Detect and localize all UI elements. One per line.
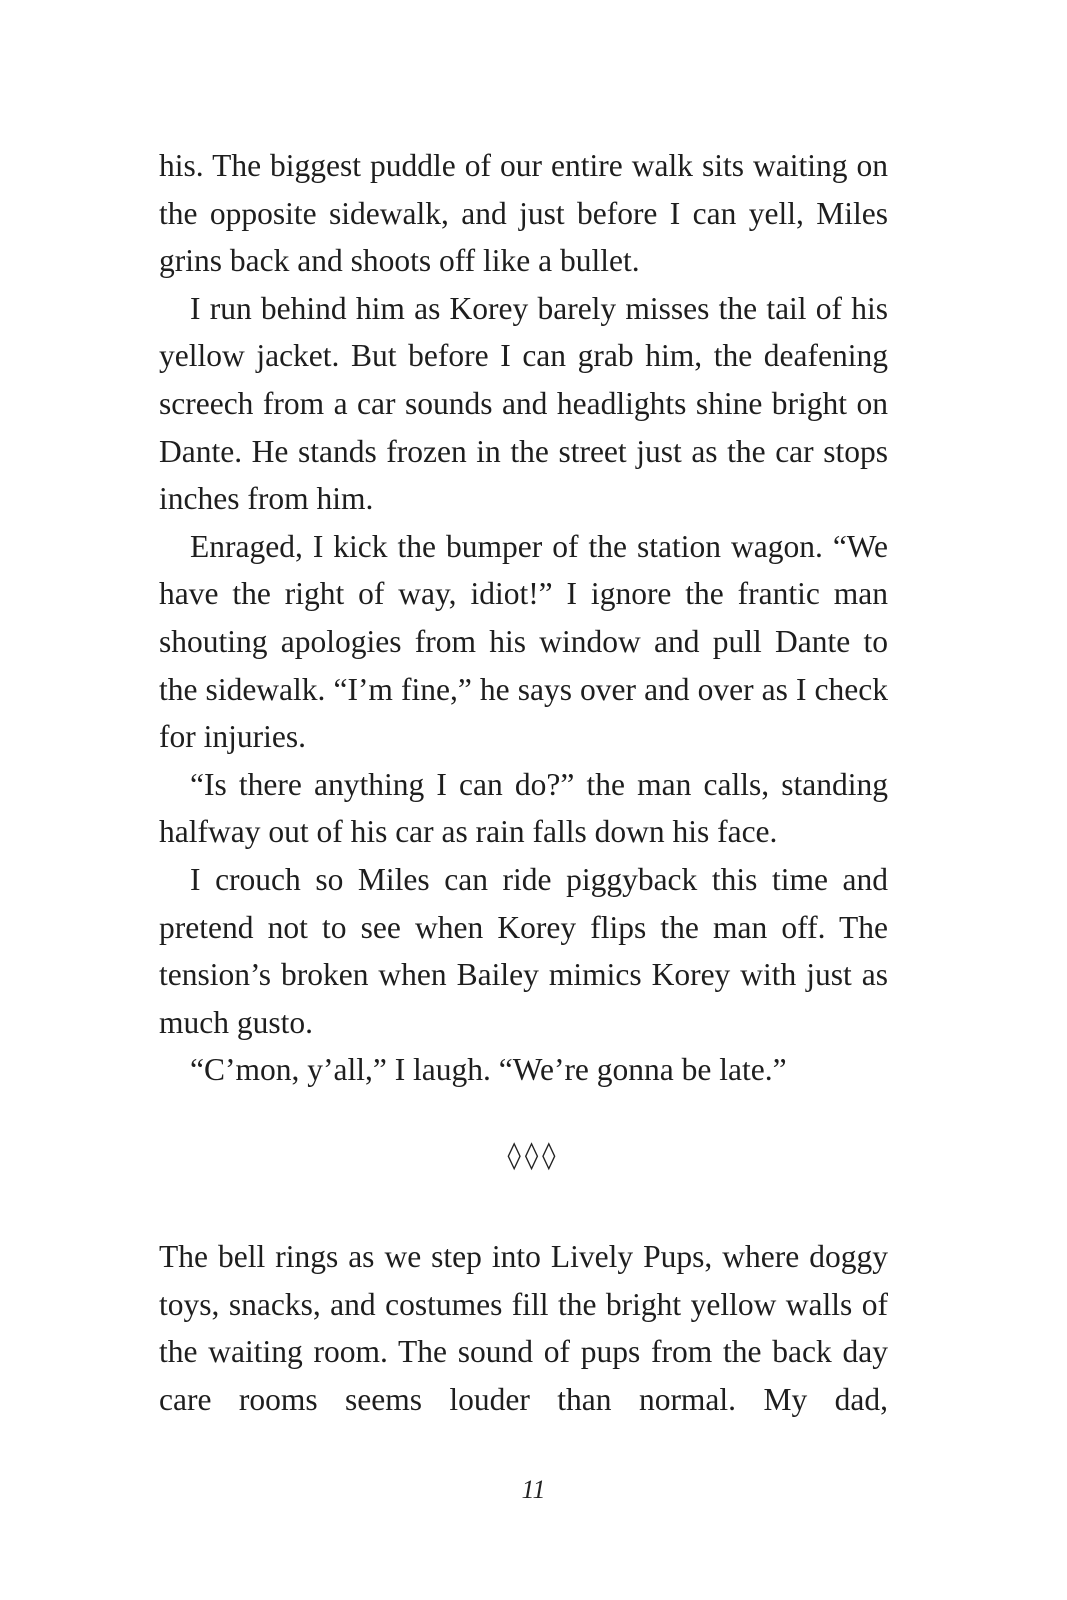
text-section-bottom [159, 1233, 888, 1423]
paragraph-3: Enraged, I kick the bumper of the station wagon. “We have the right of way, idiot!” I ignore the frantic man shouting apologies from his window and pull Dante to the sidewalk. “I’m fine,” he says over and over as I check for injuries. [159, 528, 888, 755]
paragraph-1: his. The biggest puddle of our entire walk sits waiting on the opposite sidewalk, and just before I can yell, Miles grins back and shoots off like a bullet. [159, 148, 888, 279]
paragraph-2: I run behind him as Korey barely misses the tail of his yellow jacket. But before I can grab him, the deafening screech from a car sounds and headlights shine bright on Dante. He stands frozen in the street just as the car stops inches from him. [159, 290, 888, 517]
section-break-ornament: ◊◊◊ [507, 1140, 560, 1171]
text-section-top [159, 142, 888, 1094]
page-number: 11 [521, 1475, 546, 1504]
paragraph-7: The bell rings as we step into Lively Pups, where doggy toys, snacks, and costumes fill the bright yellow walls of the waiting room. The sound of pups from the back day care rooms seems louder than normal. My dad, [159, 1239, 888, 1417]
paragraph-5: I crouch so Miles can ride piggyback this time and pretend not to see when Korey flips the man off. The tension’s broken when Bailey mimics Korey with just as much gusto. [159, 861, 888, 1040]
paragraph-6: “C’mon, y’all,” I laugh. “We’re gonna be late.” [190, 1052, 787, 1088]
paragraph-4: “Is there anything I can do?” the man calls, standing halfway out of his car as rain falls down his face. [159, 766, 888, 850]
